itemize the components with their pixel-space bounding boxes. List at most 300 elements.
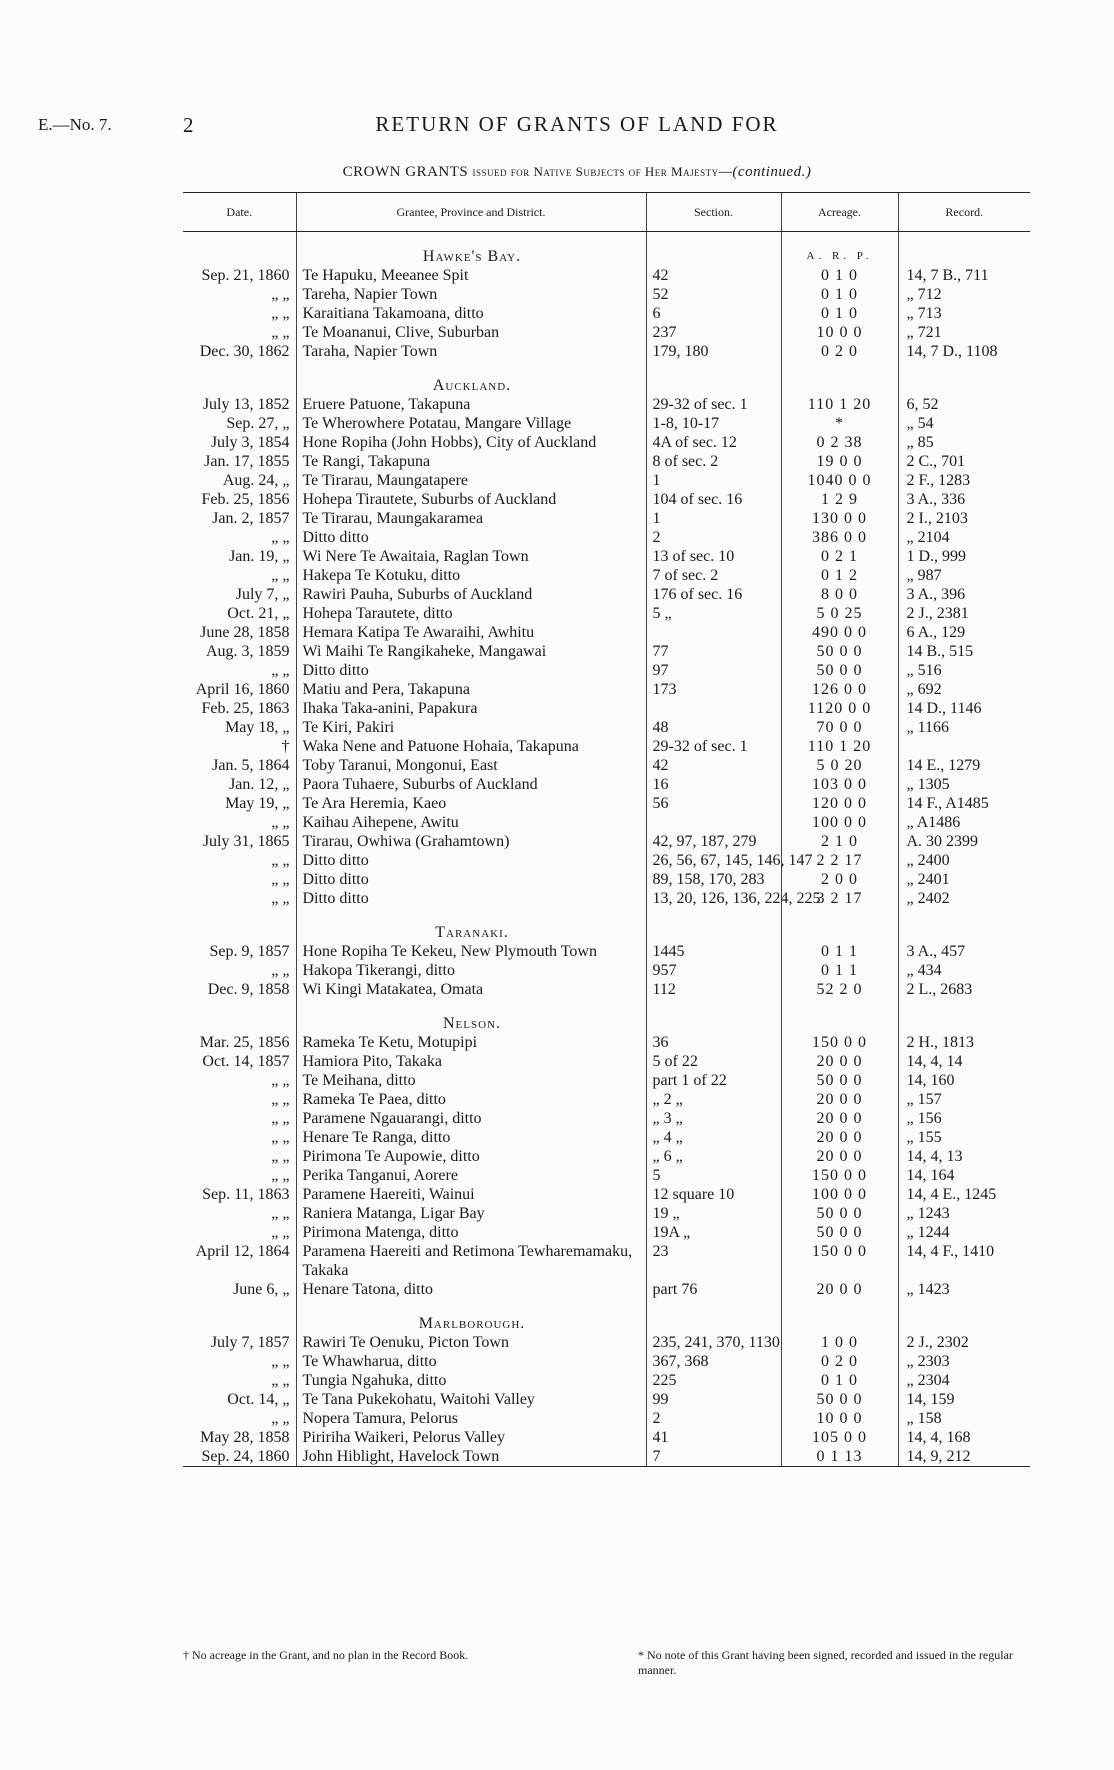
acreage-value: 50 0 0 bbox=[781, 1223, 898, 1242]
grant-date: „ „ bbox=[271, 1110, 290, 1127]
record-reference: „ 434 bbox=[898, 961, 1030, 980]
region-date-cell bbox=[183, 1299, 296, 1333]
grant-date: „ „ bbox=[271, 1167, 290, 1184]
record-reference: 1 D., 999 bbox=[898, 547, 1030, 566]
grantee-name: Ditto ditto bbox=[296, 661, 646, 680]
record-reference: 14, 160 bbox=[898, 1071, 1030, 1090]
grantee-name: Te Tana Pukekohatu, Waitohi Valley bbox=[296, 1390, 646, 1409]
record-reference: 2 J., 2381 bbox=[898, 604, 1030, 623]
section-number: 5 bbox=[646, 1166, 781, 1185]
table-row bbox=[183, 395, 1030, 414]
table-row bbox=[183, 452, 1030, 471]
table-row bbox=[183, 1242, 1030, 1280]
section-number: 1 bbox=[646, 471, 781, 490]
grantee-name: Te Whawharua, ditto bbox=[296, 1352, 646, 1371]
record-reference: „ 713 bbox=[898, 304, 1030, 323]
table-row bbox=[183, 661, 1030, 680]
grant-date: Jan. 17, 1855 bbox=[204, 453, 290, 470]
region-row bbox=[183, 361, 1030, 395]
record-reference: 3 A., 457 bbox=[898, 942, 1030, 961]
grant-date: „ „ bbox=[271, 962, 290, 979]
record-reference: „ 1305 bbox=[898, 775, 1030, 794]
grant-date: „ „ bbox=[271, 1372, 290, 1389]
table-row bbox=[183, 680, 1030, 699]
grantee-name: Taraha, Napier Town bbox=[296, 342, 646, 361]
acreage-value: 20 0 0 bbox=[781, 1090, 898, 1109]
grant-date: „ „ bbox=[271, 662, 290, 679]
grant-date: Sep. 21, 1860 bbox=[201, 267, 290, 284]
table-row bbox=[183, 585, 1030, 604]
grantee-name: Nopera Tamura, Pelorus bbox=[296, 1409, 646, 1428]
record-reference: 14 B., 515 bbox=[898, 642, 1030, 661]
acreage-units: A. R. P. bbox=[781, 232, 898, 267]
record-reference: 14, 7 B., 711 bbox=[898, 266, 1030, 285]
grantee-name: Te Wherowhere Potatau, Mangare Village bbox=[296, 414, 646, 433]
table-row bbox=[183, 1223, 1030, 1242]
region-acre-cell bbox=[781, 999, 898, 1033]
record-reference: 14 D., 1146 bbox=[898, 699, 1030, 718]
table-row bbox=[183, 285, 1030, 304]
section-number: 112 bbox=[646, 980, 781, 999]
acreage-value: 1 2 9 bbox=[781, 490, 898, 509]
acreage-value: 0 1 0 bbox=[781, 285, 898, 304]
section-number: 42 bbox=[646, 756, 781, 775]
region-acre-cell bbox=[781, 361, 898, 395]
table-row bbox=[183, 433, 1030, 452]
table-row bbox=[183, 414, 1030, 433]
grant-date: „ „ bbox=[271, 286, 290, 303]
acreage-value: 130 0 0 bbox=[781, 509, 898, 528]
section-number: 29-32 of sec. 1 bbox=[646, 395, 781, 414]
section-number: 36 bbox=[646, 1033, 781, 1052]
grant-date: July 7, „ bbox=[235, 586, 290, 603]
grantee-name: Paramene Haereiti, Wainui bbox=[296, 1185, 646, 1204]
grant-date: Mar. 25, 1856 bbox=[199, 1034, 290, 1051]
record-reference: 6 A., 129 bbox=[898, 623, 1030, 642]
table-row bbox=[183, 980, 1030, 999]
grantee-name: Te Tirarau, Maungakaramea bbox=[296, 509, 646, 528]
grants-table bbox=[183, 193, 1030, 1467]
section-number: 19 „ bbox=[646, 1204, 781, 1223]
region-record-cell bbox=[898, 999, 1030, 1033]
grantee-name: Paramena Haereiti and Retimona Tewharemamaku, Takaka bbox=[296, 1242, 646, 1280]
grantee-name: Hohepa Tirautete, Suburbs of Auckland bbox=[296, 490, 646, 509]
table-row bbox=[183, 961, 1030, 980]
acreage-value: 5 0 20 bbox=[781, 756, 898, 775]
section-number: 6 bbox=[646, 304, 781, 323]
grant-date: „ „ bbox=[271, 1205, 290, 1222]
table-row bbox=[183, 699, 1030, 718]
grant-date: May 28, 1858 bbox=[200, 1429, 290, 1446]
section-number: 42, 97, 187, 279 bbox=[646, 832, 781, 851]
section-number: 1-8, 10-17 bbox=[646, 414, 781, 433]
region-heading: Auckland. bbox=[296, 361, 646, 395]
section-number: 97 bbox=[646, 661, 781, 680]
region-heading: Hawke's Bay. bbox=[296, 232, 646, 267]
grantee-name: Eruere Patuone, Takapuna bbox=[296, 395, 646, 414]
grantee-name: John Hiblight, Havelock Town bbox=[296, 1447, 646, 1467]
table-row bbox=[183, 323, 1030, 342]
acreage-value: 20 0 0 bbox=[781, 1280, 898, 1299]
grantee-name: Wi Nere Te Awaitaia, Raglan Town bbox=[296, 547, 646, 566]
grantee-name: Rawiri Pauha, Suburbs of Auckland bbox=[296, 585, 646, 604]
record-reference: 14, 9, 212 bbox=[898, 1447, 1030, 1467]
section-number: 4A of sec. 12 bbox=[646, 433, 781, 452]
acreage-value: 20 0 0 bbox=[781, 1147, 898, 1166]
grant-date: Sep. 9, 1857 bbox=[209, 943, 290, 960]
record-reference: „ 155 bbox=[898, 1128, 1030, 1147]
grantee-name: Rameka Te Paea, ditto bbox=[296, 1090, 646, 1109]
grant-date: Oct. 14, 1857 bbox=[202, 1053, 290, 1070]
table-row bbox=[183, 1033, 1030, 1052]
acreage-value: 0 2 0 bbox=[781, 1352, 898, 1371]
acreage-value: 150 0 0 bbox=[781, 1033, 898, 1052]
section-number: 56 bbox=[646, 794, 781, 813]
acreage-value: 0 1 1 bbox=[781, 942, 898, 961]
grant-date: June 28, 1858 bbox=[200, 624, 290, 641]
grant-date: May 19, „ bbox=[225, 795, 290, 812]
region-heading: Nelson. bbox=[296, 999, 646, 1033]
grant-date: † bbox=[281, 738, 290, 755]
grantee-name: Perika Tanganui, Aorere bbox=[296, 1166, 646, 1185]
region-row bbox=[183, 232, 1030, 267]
table-row bbox=[183, 266, 1030, 285]
acreage-value: 2 0 0 bbox=[781, 870, 898, 889]
grant-date: Feb. 25, 1856 bbox=[201, 491, 290, 508]
record-reference: „ A1486 bbox=[898, 813, 1030, 832]
grant-date: „ „ bbox=[271, 305, 290, 322]
acreage-value: 0 1 0 bbox=[781, 304, 898, 323]
page-title: RETURN OF GRANTS OF LAND FOR bbox=[375, 112, 779, 136]
region-record-cell bbox=[898, 232, 1030, 267]
grant-date: April 16, 1860 bbox=[195, 681, 290, 698]
subtitle-part-c: —(continued.) bbox=[718, 164, 812, 180]
table-row bbox=[183, 1109, 1030, 1128]
section-number: part 1 of 22 bbox=[646, 1071, 781, 1090]
section-number: 29-32 of sec. 1 bbox=[646, 737, 781, 756]
grantee-name: Raniera Matanga, Ligar Bay bbox=[296, 1204, 646, 1223]
grant-date: „ „ bbox=[271, 1129, 290, 1146]
section-number: 7 of sec. 2 bbox=[646, 566, 781, 585]
table-row bbox=[183, 1352, 1030, 1371]
section-number: 42 bbox=[646, 266, 781, 285]
section-number: 173 bbox=[646, 680, 781, 699]
region-section-cell bbox=[646, 232, 781, 267]
section-number: 89, 158, 170, 283 bbox=[646, 870, 781, 889]
table-row bbox=[183, 737, 1030, 756]
section-number: 41 bbox=[646, 1428, 781, 1447]
section-number: 26, 56, 67, 145, 146, 147 bbox=[646, 851, 781, 870]
table-row bbox=[183, 1166, 1030, 1185]
record-reference: 2 J., 2302 bbox=[898, 1333, 1030, 1352]
section-number: „ 4 „ bbox=[646, 1128, 781, 1147]
grantee-name: Te Meihana, ditto bbox=[296, 1071, 646, 1090]
section-number: 16 bbox=[646, 775, 781, 794]
table-row bbox=[183, 509, 1030, 528]
grantee-name: Ditto ditto bbox=[296, 870, 646, 889]
record-reference: „ 158 bbox=[898, 1409, 1030, 1428]
grant-date: Aug. 3, 1859 bbox=[205, 643, 290, 660]
table-header-row bbox=[183, 193, 1030, 232]
section-number: 48 bbox=[646, 718, 781, 737]
section-number: 5 of 22 bbox=[646, 1052, 781, 1071]
subtitle-part-a: CROWN GRANTS bbox=[342, 164, 473, 180]
grant-date: „ „ bbox=[271, 871, 290, 888]
region-row bbox=[183, 908, 1030, 942]
grant-date: „ „ bbox=[271, 890, 290, 907]
record-reference: 14, 164 bbox=[898, 1166, 1030, 1185]
section-number bbox=[646, 813, 781, 832]
acreage-value: 0 2 0 bbox=[781, 342, 898, 361]
section-number: 77 bbox=[646, 642, 781, 661]
grantee-name: Te Tirarau, Maungatapere bbox=[296, 471, 646, 490]
grantee-name: Rawiri Te Oenuku, Picton Town bbox=[296, 1333, 646, 1352]
grantee-name: Wi Kingi Matakatea, Omata bbox=[296, 980, 646, 999]
table-row bbox=[183, 832, 1030, 851]
table-row bbox=[183, 471, 1030, 490]
grantee-name: Waka Nene and Patuone Hohaia, Takapuna bbox=[296, 737, 646, 756]
table-row bbox=[183, 528, 1030, 547]
section-number: 8 of sec. 2 bbox=[646, 452, 781, 471]
section-number: 99 bbox=[646, 1390, 781, 1409]
acreage-value: 0 1 2 bbox=[781, 566, 898, 585]
grant-date: Jan. 12, „ bbox=[229, 776, 290, 793]
grantee-name: Te Kiri, Pakiri bbox=[296, 718, 646, 737]
table-row bbox=[183, 756, 1030, 775]
grantee-name: Hakepa Te Kotuku, ditto bbox=[296, 566, 646, 585]
grant-date: „ „ bbox=[271, 1353, 290, 1370]
acreage-value: 52 2 0 bbox=[781, 980, 898, 999]
grantee-name: Pirimona Te Aupowie, ditto bbox=[296, 1147, 646, 1166]
table-row bbox=[183, 1371, 1030, 1390]
table-row bbox=[183, 1204, 1030, 1223]
grant-date: „ „ bbox=[271, 1224, 290, 1241]
table-row bbox=[183, 623, 1030, 642]
grantee-name: Henare Tatona, ditto bbox=[296, 1280, 646, 1299]
grant-date: July 31, 1865 bbox=[202, 833, 290, 850]
acreage-value: 50 0 0 bbox=[781, 642, 898, 661]
region-section-cell bbox=[646, 361, 781, 395]
acreage-value: 150 0 0 bbox=[781, 1242, 898, 1280]
grantee-name: Hakopa Tikerangi, ditto bbox=[296, 961, 646, 980]
section-number: 1445 bbox=[646, 942, 781, 961]
record-reference: 14, 7 D., 1108 bbox=[898, 342, 1030, 361]
grant-date: July 13, 1852 bbox=[202, 396, 290, 413]
region-heading: Marlborough. bbox=[296, 1299, 646, 1333]
col-header-acreage: Acreage. bbox=[781, 193, 898, 232]
acreage-value: 2 1 0 bbox=[781, 832, 898, 851]
acreage-value: 0 1 0 bbox=[781, 266, 898, 285]
section-number bbox=[646, 699, 781, 718]
section-number: part 76 bbox=[646, 1280, 781, 1299]
region-date-cell bbox=[183, 361, 296, 395]
acreage-value: 1 0 0 bbox=[781, 1333, 898, 1352]
section-number: 104 of sec. 16 bbox=[646, 490, 781, 509]
section-number: 176 of sec. 16 bbox=[646, 585, 781, 604]
table-row bbox=[183, 490, 1030, 509]
acreage-value: 1120 0 0 bbox=[781, 699, 898, 718]
section-number: 1 bbox=[646, 509, 781, 528]
acreage-value: 8 0 0 bbox=[781, 585, 898, 604]
record-reference: 14, 4 E., 1245 bbox=[898, 1185, 1030, 1204]
table-row bbox=[183, 566, 1030, 585]
record-reference: „ 721 bbox=[898, 323, 1030, 342]
table-row bbox=[183, 1447, 1030, 1467]
record-reference: 2 C., 701 bbox=[898, 452, 1030, 471]
record-reference: „ 2104 bbox=[898, 528, 1030, 547]
grant-date: „ „ bbox=[271, 1091, 290, 1108]
acreage-value: 19 0 0 bbox=[781, 452, 898, 471]
grant-date: „ „ bbox=[271, 324, 290, 341]
acreage-value: 120 0 0 bbox=[781, 794, 898, 813]
section-number: 19A „ bbox=[646, 1223, 781, 1242]
grant-date: „ „ bbox=[271, 1148, 290, 1165]
grantee-name: Te Rangi, Takapuna bbox=[296, 452, 646, 471]
grantee-name: Te Hapuku, Meeanee Spit bbox=[296, 266, 646, 285]
grant-date: June 6, „ bbox=[233, 1281, 290, 1298]
section-number: 12 square 10 bbox=[646, 1185, 781, 1204]
record-reference: 3 A., 396 bbox=[898, 585, 1030, 604]
grant-date: July 7, 1857 bbox=[210, 1334, 290, 1351]
section-number: 237 bbox=[646, 323, 781, 342]
grant-date: Jan. 19, „ bbox=[229, 548, 290, 565]
record-reference bbox=[898, 737, 1030, 756]
grant-date: Feb. 25, 1863 bbox=[201, 700, 290, 717]
record-reference: „ 2402 bbox=[898, 889, 1030, 908]
col-header-grantee: Grantee, Province and District. bbox=[296, 193, 646, 232]
region-record-cell bbox=[898, 361, 1030, 395]
grant-date: Dec. 9, 1858 bbox=[207, 981, 290, 998]
grant-date: May 18, „ bbox=[225, 719, 290, 736]
grant-date: „ „ bbox=[271, 1410, 290, 1427]
grant-date: April 12, 1864 bbox=[195, 1243, 290, 1260]
section-number: 52 bbox=[646, 285, 781, 304]
section-number: 13 of sec. 10 bbox=[646, 547, 781, 566]
grantee-name: Ditto ditto bbox=[296, 528, 646, 547]
grantee-name: Hone Ropiha Te Kekeu, New Plymouth Town bbox=[296, 942, 646, 961]
record-reference: „ 157 bbox=[898, 1090, 1030, 1109]
grantee-name: Te Moananui, Clive, Suburban bbox=[296, 323, 646, 342]
region-row bbox=[183, 1299, 1030, 1333]
record-reference: 6, 52 bbox=[898, 395, 1030, 414]
grantee-name: Ditto ditto bbox=[296, 889, 646, 908]
acreage-value: 100 0 0 bbox=[781, 1185, 898, 1204]
acreage-value: 20 0 0 bbox=[781, 1109, 898, 1128]
record-reference: „ 692 bbox=[898, 680, 1030, 699]
grant-date: Oct. 14, „ bbox=[227, 1391, 290, 1408]
grant-date: Sep. 11, 1863 bbox=[202, 1186, 290, 1203]
acreage-value: 100 0 0 bbox=[781, 813, 898, 832]
subtitle-part-b: issued for Native Subjects of Her Majesty bbox=[472, 164, 719, 179]
page-number: 2 bbox=[183, 113, 194, 137]
table-row bbox=[183, 870, 1030, 889]
acreage-value: 20 0 0 bbox=[781, 1052, 898, 1071]
record-reference: „ 2401 bbox=[898, 870, 1030, 889]
table-body bbox=[183, 232, 1030, 1467]
table-row bbox=[183, 1409, 1030, 1428]
record-reference: „ 1244 bbox=[898, 1223, 1030, 1242]
region-row bbox=[183, 999, 1030, 1033]
acreage-value: 70 0 0 bbox=[781, 718, 898, 737]
grant-date: „ „ bbox=[271, 814, 290, 831]
acreage-value: * bbox=[781, 414, 898, 433]
acreage-value: 10 0 0 bbox=[781, 323, 898, 342]
table-subtitle bbox=[0, 164, 1114, 181]
region-acre-cell bbox=[781, 908, 898, 942]
region-date-cell bbox=[183, 999, 296, 1033]
acreage-value: 1040 0 0 bbox=[781, 471, 898, 490]
table-row bbox=[183, 1333, 1030, 1352]
table-row bbox=[183, 794, 1030, 813]
section-number: „ 6 „ bbox=[646, 1147, 781, 1166]
col-header-record: Record. bbox=[898, 193, 1030, 232]
acreage-value: 50 0 0 bbox=[781, 661, 898, 680]
record-reference: 14, 4 F., 1410 bbox=[898, 1242, 1030, 1280]
record-reference: 14, 159 bbox=[898, 1390, 1030, 1409]
acreage-value: 150 0 0 bbox=[781, 1166, 898, 1185]
acreage-value: 3 2 17 bbox=[781, 889, 898, 908]
record-reference: 14, 4, 14 bbox=[898, 1052, 1030, 1071]
acreage-value: 50 0 0 bbox=[781, 1390, 898, 1409]
record-reference: „ 712 bbox=[898, 285, 1030, 304]
acreage-value: 386 0 0 bbox=[781, 528, 898, 547]
grantee-name: Ihaka Taka-anini, Papakura bbox=[296, 699, 646, 718]
table-row bbox=[183, 1071, 1030, 1090]
grant-date: Aug. 24, „ bbox=[222, 472, 290, 489]
acreage-value: 0 1 13 bbox=[781, 1447, 898, 1467]
record-reference: „ 54 bbox=[898, 414, 1030, 433]
record-reference: A. 30 2399 bbox=[898, 832, 1030, 851]
table-row bbox=[183, 1090, 1030, 1109]
grantee-name: Paora Tuhaere, Suburbs of Auckland bbox=[296, 775, 646, 794]
grantee-name: Hamiora Pito, Takaka bbox=[296, 1052, 646, 1071]
record-reference: 14 F., A1485 bbox=[898, 794, 1030, 813]
table-row bbox=[183, 718, 1030, 737]
grantee-name: Te Ara Heremia, Kaeo bbox=[296, 794, 646, 813]
grant-date: Oct. 21, „ bbox=[227, 605, 290, 622]
region-acre-cell bbox=[781, 1299, 898, 1333]
section-number: 2 bbox=[646, 1409, 781, 1428]
record-reference: „ 2304 bbox=[898, 1371, 1030, 1390]
col-header-section: Section. bbox=[646, 193, 781, 232]
section-number: 2 bbox=[646, 528, 781, 547]
grantee-name: Hemara Katipa Te Awaraihi, Awhitu bbox=[296, 623, 646, 642]
grantee-name: Hohepa Tarautete, ditto bbox=[296, 604, 646, 623]
section-number: 5 „ bbox=[646, 604, 781, 623]
record-reference: 2 F., 1283 bbox=[898, 471, 1030, 490]
grant-date: „ „ bbox=[271, 567, 290, 584]
acreage-value: 110 1 20 bbox=[781, 737, 898, 756]
grant-date: Jan. 5, 1864 bbox=[212, 757, 290, 774]
record-reference: 14, 4, 168 bbox=[898, 1428, 1030, 1447]
table-row bbox=[183, 1147, 1030, 1166]
grantee-name: Piririha Waikeri, Pelorus Valley bbox=[296, 1428, 646, 1447]
acreage-value: 50 0 0 bbox=[781, 1204, 898, 1223]
col-header-date: Date. bbox=[183, 193, 296, 232]
grant-date: „ „ bbox=[271, 852, 290, 869]
record-reference: „ 156 bbox=[898, 1109, 1030, 1128]
grantee-name: Toby Taranui, Mongonui, East bbox=[296, 756, 646, 775]
grantee-name: Rameka Te Ketu, Motupipi bbox=[296, 1033, 646, 1052]
acreage-value: 126 0 0 bbox=[781, 680, 898, 699]
grantee-name: Wi Maihi Te Rangikaheke, Mangawai bbox=[296, 642, 646, 661]
record-reference: 14 E., 1279 bbox=[898, 756, 1030, 775]
table-row bbox=[183, 942, 1030, 961]
table-row bbox=[183, 1052, 1030, 1071]
section-number: 225 bbox=[646, 1371, 781, 1390]
section-number: „ 3 „ bbox=[646, 1109, 781, 1128]
grantee-name: Tungia Ngahuka, ditto bbox=[296, 1371, 646, 1390]
